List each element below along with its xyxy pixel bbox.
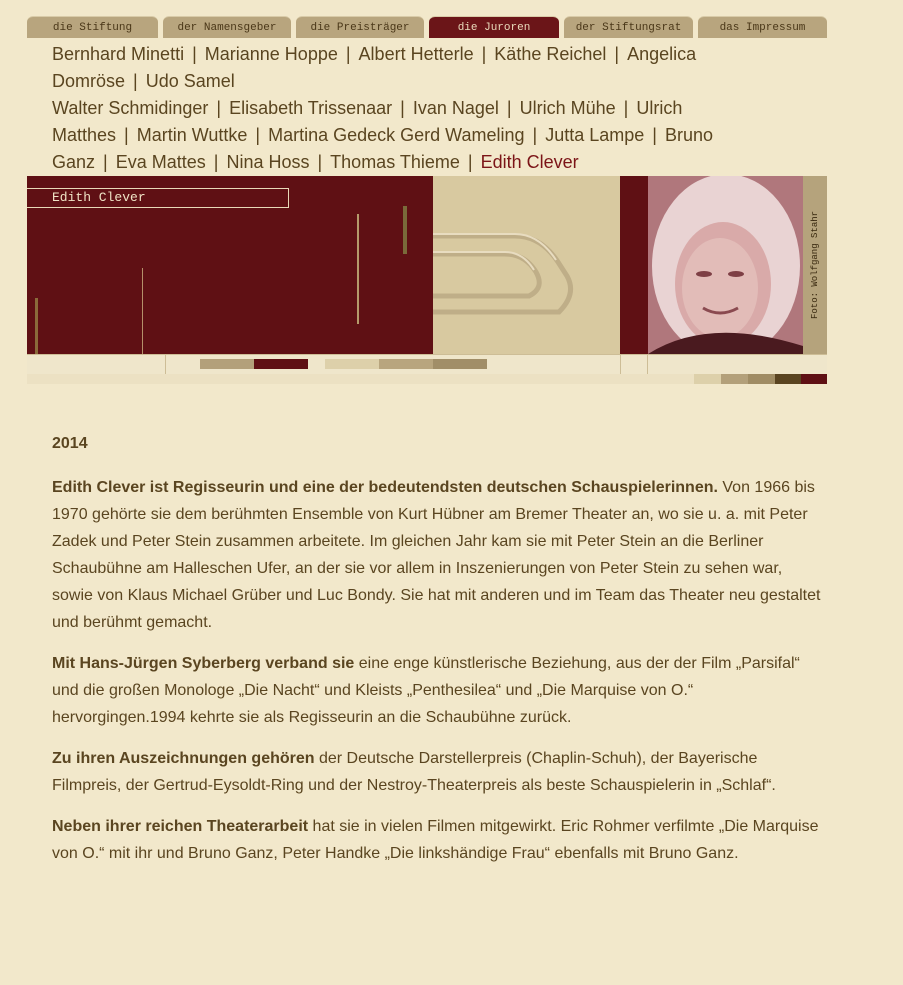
juror-link[interactable]: Bruno Ganz bbox=[52, 125, 714, 172]
juror-link[interactable]: Käthe Reichel bbox=[494, 44, 607, 64]
decorative-line bbox=[403, 206, 407, 254]
juror-link[interactable]: Ulrich Matthes bbox=[52, 98, 683, 145]
juror-link[interactable]: Martin Wuttke bbox=[136, 125, 248, 145]
separator: | bbox=[400, 98, 405, 118]
biography-paragraph bbox=[52, 650, 822, 731]
separator: | bbox=[317, 152, 323, 172]
award-year: 2014 bbox=[52, 435, 88, 452]
biography-paragraph bbox=[52, 745, 822, 799]
biography-paragraph bbox=[52, 813, 822, 867]
separator: | bbox=[124, 125, 129, 145]
banner-name-label: Edith Clever bbox=[27, 188, 289, 208]
banner-color-strip bbox=[27, 374, 827, 384]
decorative-line bbox=[357, 214, 359, 324]
separator: | bbox=[532, 125, 538, 145]
separator: | bbox=[652, 125, 657, 145]
separator: | bbox=[213, 152, 219, 172]
color-swatch bbox=[801, 374, 827, 384]
color-swatch bbox=[433, 359, 487, 369]
color-swatch bbox=[254, 359, 308, 369]
color-swatch bbox=[325, 359, 379, 369]
juror-group bbox=[52, 41, 772, 95]
paperclip-icon bbox=[433, 176, 620, 354]
separator: | bbox=[481, 44, 487, 64]
separator: | bbox=[345, 44, 351, 64]
separator: | bbox=[467, 152, 473, 172]
paragraph-lead: Neben ihrer reichen Theaterarbeit bbox=[52, 818, 309, 835]
juror-link[interactable]: Edith Clever bbox=[480, 152, 579, 172]
photo-credit: Foto: Wolfgang Stahr bbox=[810, 210, 820, 320]
juror-link[interactable]: Martina Gedeck Gerd Wameling bbox=[268, 125, 525, 145]
color-swatch bbox=[200, 359, 254, 369]
juror-group bbox=[52, 95, 772, 176]
tab-das-impressum[interactable]: das Impressum bbox=[698, 16, 827, 38]
color-swatch bbox=[775, 374, 801, 384]
paperclip-panel bbox=[433, 176, 620, 354]
juror-link[interactable]: Albert Hetterle bbox=[358, 44, 474, 64]
portrait-image bbox=[648, 176, 803, 354]
separator: | bbox=[192, 44, 197, 64]
color-swatch bbox=[694, 374, 721, 384]
color-swatch bbox=[379, 359, 433, 369]
biography-paragraph bbox=[52, 474, 822, 636]
main-nav bbox=[27, 16, 827, 38]
juror-link[interactable]: Bernhard Minetti bbox=[52, 44, 185, 64]
juror-link[interactable]: Jutta Lampe bbox=[545, 125, 645, 145]
tab-die-juroren[interactable]: die Juroren bbox=[429, 16, 559, 38]
paragraph-lead: Mit Hans-Jürgen Syberberg verband sie bbox=[52, 655, 355, 672]
tab-die-preistraeger[interactable]: die Preisträger bbox=[296, 16, 424, 38]
juror-link[interactable]: Ulrich Mühe bbox=[519, 98, 616, 118]
juror-link[interactable]: Thomas Thieme bbox=[330, 152, 460, 172]
juror-link[interactable]: Angelica Domröse bbox=[52, 44, 697, 91]
base-cell bbox=[27, 355, 166, 374]
paragraph-body: der Deutsche Darstellerpreis (Chaplin-Schuh), der Bayerische Filmpreis, der Gertrud-Eysoldt-Ring und der Nestroy-Theaterpreis als beste Schauspielerin in „Schlaf“. bbox=[52, 750, 776, 794]
separator: | bbox=[623, 98, 629, 118]
base-cell bbox=[620, 355, 648, 374]
banner-red-strip bbox=[620, 176, 648, 354]
color-swatch bbox=[748, 374, 775, 384]
banner-base-row bbox=[27, 354, 827, 374]
paragraph-lead: Edith Clever ist Regisseurin und eine der bedeutendsten deutschen Schauspielerinnen. bbox=[52, 479, 718, 496]
juror-link[interactable]: Ivan Nagel bbox=[412, 98, 499, 118]
decorative-line bbox=[35, 298, 38, 354]
paragraph-body: Von 1966 bis 1970 gehörte sie dem berühmten Ensemble von Kurt Hübner am Bremer Theater an, wo sie u. a. mit Peter Zadek und Peter Stein zusammen arbeitete. Im gleichen Jahr kam sie mit Peter Stein an die Berliner Schaubühne am Halleschen Ufer, an der sie vor allem in Inszenierungen von Peter Stein zu sehen war, sowie von Klaus Michael Grüber und Luc Bondy. Sie hat mit anderen und im Team das Theater neu gestaltet und berühmt gemacht. bbox=[52, 479, 821, 631]
portrait-photo bbox=[648, 176, 803, 354]
separator: | bbox=[216, 98, 222, 118]
separator: | bbox=[103, 152, 108, 172]
juror-link[interactable]: Eva Mattes bbox=[115, 152, 206, 172]
juror-link[interactable]: Elisabeth Trissenaar bbox=[229, 98, 393, 118]
juror-list bbox=[52, 41, 772, 176]
tab-die-stiftung[interactable]: die Stiftung bbox=[27, 16, 158, 38]
separator: | bbox=[133, 71, 138, 91]
juror-link[interactable]: Walter Schmidinger bbox=[52, 98, 209, 118]
tab-der-stiftungsrat[interactable]: der Stiftungsrat bbox=[564, 16, 693, 38]
juror-link[interactable]: Udo Samel bbox=[145, 71, 235, 91]
paragraph-body: eine enge künstlerische Beziehung, aus der der Film „Parsifal“ und die großen Monologe „Die Nacht“ und Kleists „Penthesilea“ und „Die Marquise von O.“ hervorgingen.1994 kehrte sie als Regisseurin an die Schaubühne zurück. bbox=[52, 655, 800, 726]
juror-link[interactable]: Marianne Hoppe bbox=[204, 44, 338, 64]
juror-link[interactable]: Nina Hoss bbox=[226, 152, 310, 172]
decorative-line bbox=[142, 268, 143, 354]
color-swatch bbox=[721, 374, 748, 384]
separator: | bbox=[506, 98, 512, 118]
tab-der-namensgeber[interactable]: der Namensgeber bbox=[163, 16, 291, 38]
separator: | bbox=[614, 44, 620, 64]
header-banner bbox=[27, 176, 827, 386]
biography-content bbox=[52, 430, 822, 881]
paragraph-lead: Zu ihren Auszeichnungen gehören bbox=[52, 750, 315, 767]
separator: | bbox=[255, 125, 261, 145]
paragraph-body: hat sie in vielen Filmen mitgewirkt. Eric Rohmer verfilmte „Die Marquise von O.“ mit ihr und Bruno Ganz, Peter Handke „Die linkshändige Frau“ ebenfalls mit Bruno Ganz. bbox=[52, 818, 819, 862]
